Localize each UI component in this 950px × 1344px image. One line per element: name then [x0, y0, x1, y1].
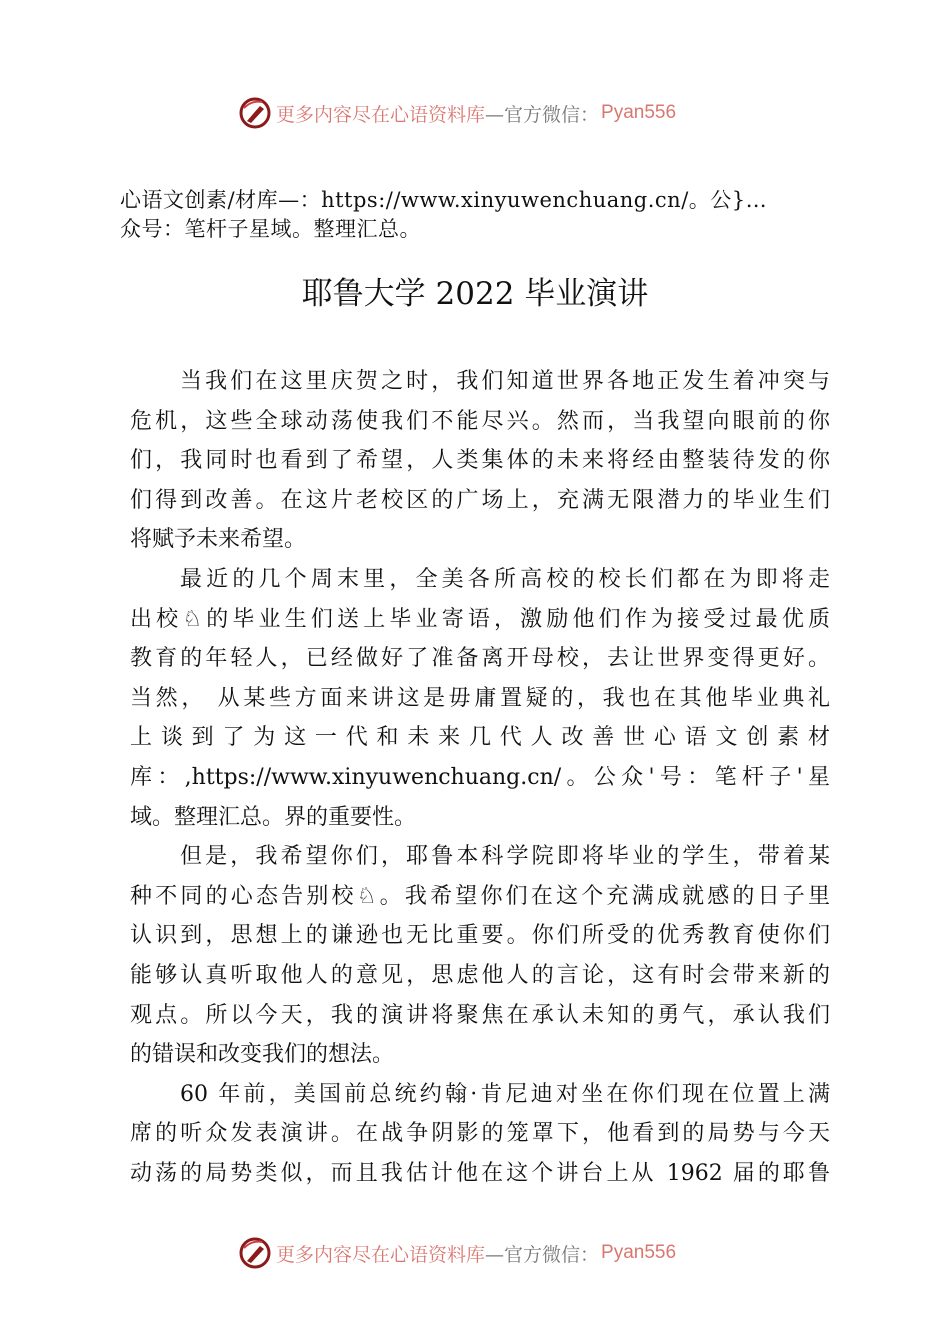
pen-logo-icon: [238, 96, 272, 130]
paragraph: [130, 362, 830, 560]
source-note-line: 心语文创素/材库—：https://www.xinyuwenchuang.cn/。公}…: [120, 188, 768, 212]
paragraph-line: 库：,https://www.xinyuwenchuang.cn/。公众'号：笔杆子'星: [130, 764, 830, 790]
document-title: 耶鲁大学 2022 毕业演讲: [301, 276, 649, 312]
paragraph-line: 们，我同时也看到了希望，人类集体的未来将经由整装待发的你: [130, 448, 830, 474]
paragraph-line: 们得到改善。在这片老校区的广场上，充满无限潜力的毕业生们: [130, 487, 830, 513]
watermark-banner-top: [238, 96, 676, 130]
watermark-banner-bottom: [238, 1236, 676, 1270]
banner-text: 更多内容尽在心语资料库: [276, 1243, 486, 1266]
paragraph-line: 教育的年轻人，已经做好了准备离开母校，去让世界变得更好。: [130, 646, 830, 672]
paragraph: [130, 1075, 830, 1194]
paragraph-line: 出校♘的毕业生们送上毕业寄语，激励他们作为接受过最优质: [130, 606, 830, 632]
paragraph: [130, 837, 830, 1075]
source-note: [120, 186, 840, 244]
paragraph-line: 危机，这些全球动荡使我们不能尽兴。然而，当我望向眼前的你: [130, 408, 830, 434]
banner-text-wechat: —官方微信：: [485, 103, 600, 126]
paragraph-line: 能够认真听取他人的意见，思虑他人的言论，这有时会带来新的: [130, 962, 830, 988]
paragraph-line: 60 年前，美国前总统约翰·肯尼迪对坐在你们现在位置上满: [180, 1081, 830, 1107]
banner-text: 更多内容尽在心语资料库: [276, 103, 486, 126]
paragraph: [130, 560, 830, 837]
paragraph-line: 认识到，思想上的谦逊也无比重要。你们所受的优秀教育使你们: [130, 923, 830, 949]
banner-wechat-id: Pyan556: [601, 1242, 677, 1263]
pen-logo-icon: [238, 1236, 272, 1270]
paragraph-line: 将赋予未来希望。: [130, 527, 307, 553]
paragraph-line: 席的听众发表演讲。在战争阴影的笼罩下，他看到的局势与今天: [130, 1121, 830, 1147]
paragraph-line: 当我们在这里庆贺之时，我们知道世界各地正发生着冲突与: [180, 369, 830, 394]
banner-text-wechat: —官方微信：: [485, 1243, 600, 1266]
paragraph-line: 但是，我希望你们，耶鲁本科学院即将毕业的学生，带着某: [180, 844, 830, 870]
paragraph-line: 上谈到了为这一代和未来几代人改善世心语文创素材: [130, 725, 830, 751]
paragraph-line: 观点。所以今天，我的演讲将聚焦在承认未知的勇气，承认我们: [130, 1002, 830, 1028]
paragraph-line: 动荡的局势类似，而且我估计他在这个讲台上从 1962 届的耶鲁: [130, 1160, 830, 1186]
banner-wechat-id: Pyan556: [601, 102, 677, 123]
paragraph-line: 当然， 从某些方面来讲这是毋庸置疑的，我也在其他毕业典礼: [130, 685, 830, 711]
paragraph-line: 域。整理汇总。界的重要性。: [130, 804, 417, 830]
paragraph-line: 的错误和改变我们的想法。: [130, 1042, 395, 1068]
paragraph-line: 种不同的心态告别校♘。我希望你们在这个充满成就感的日子里: [130, 883, 830, 909]
source-note-line: 众号：笔杆子星域。整理汇总。: [120, 217, 421, 241]
paragraph-line: 最近的几个周末里，全美各所高校的校长们都在为即将走: [180, 566, 830, 592]
document-body: [130, 362, 830, 1193]
